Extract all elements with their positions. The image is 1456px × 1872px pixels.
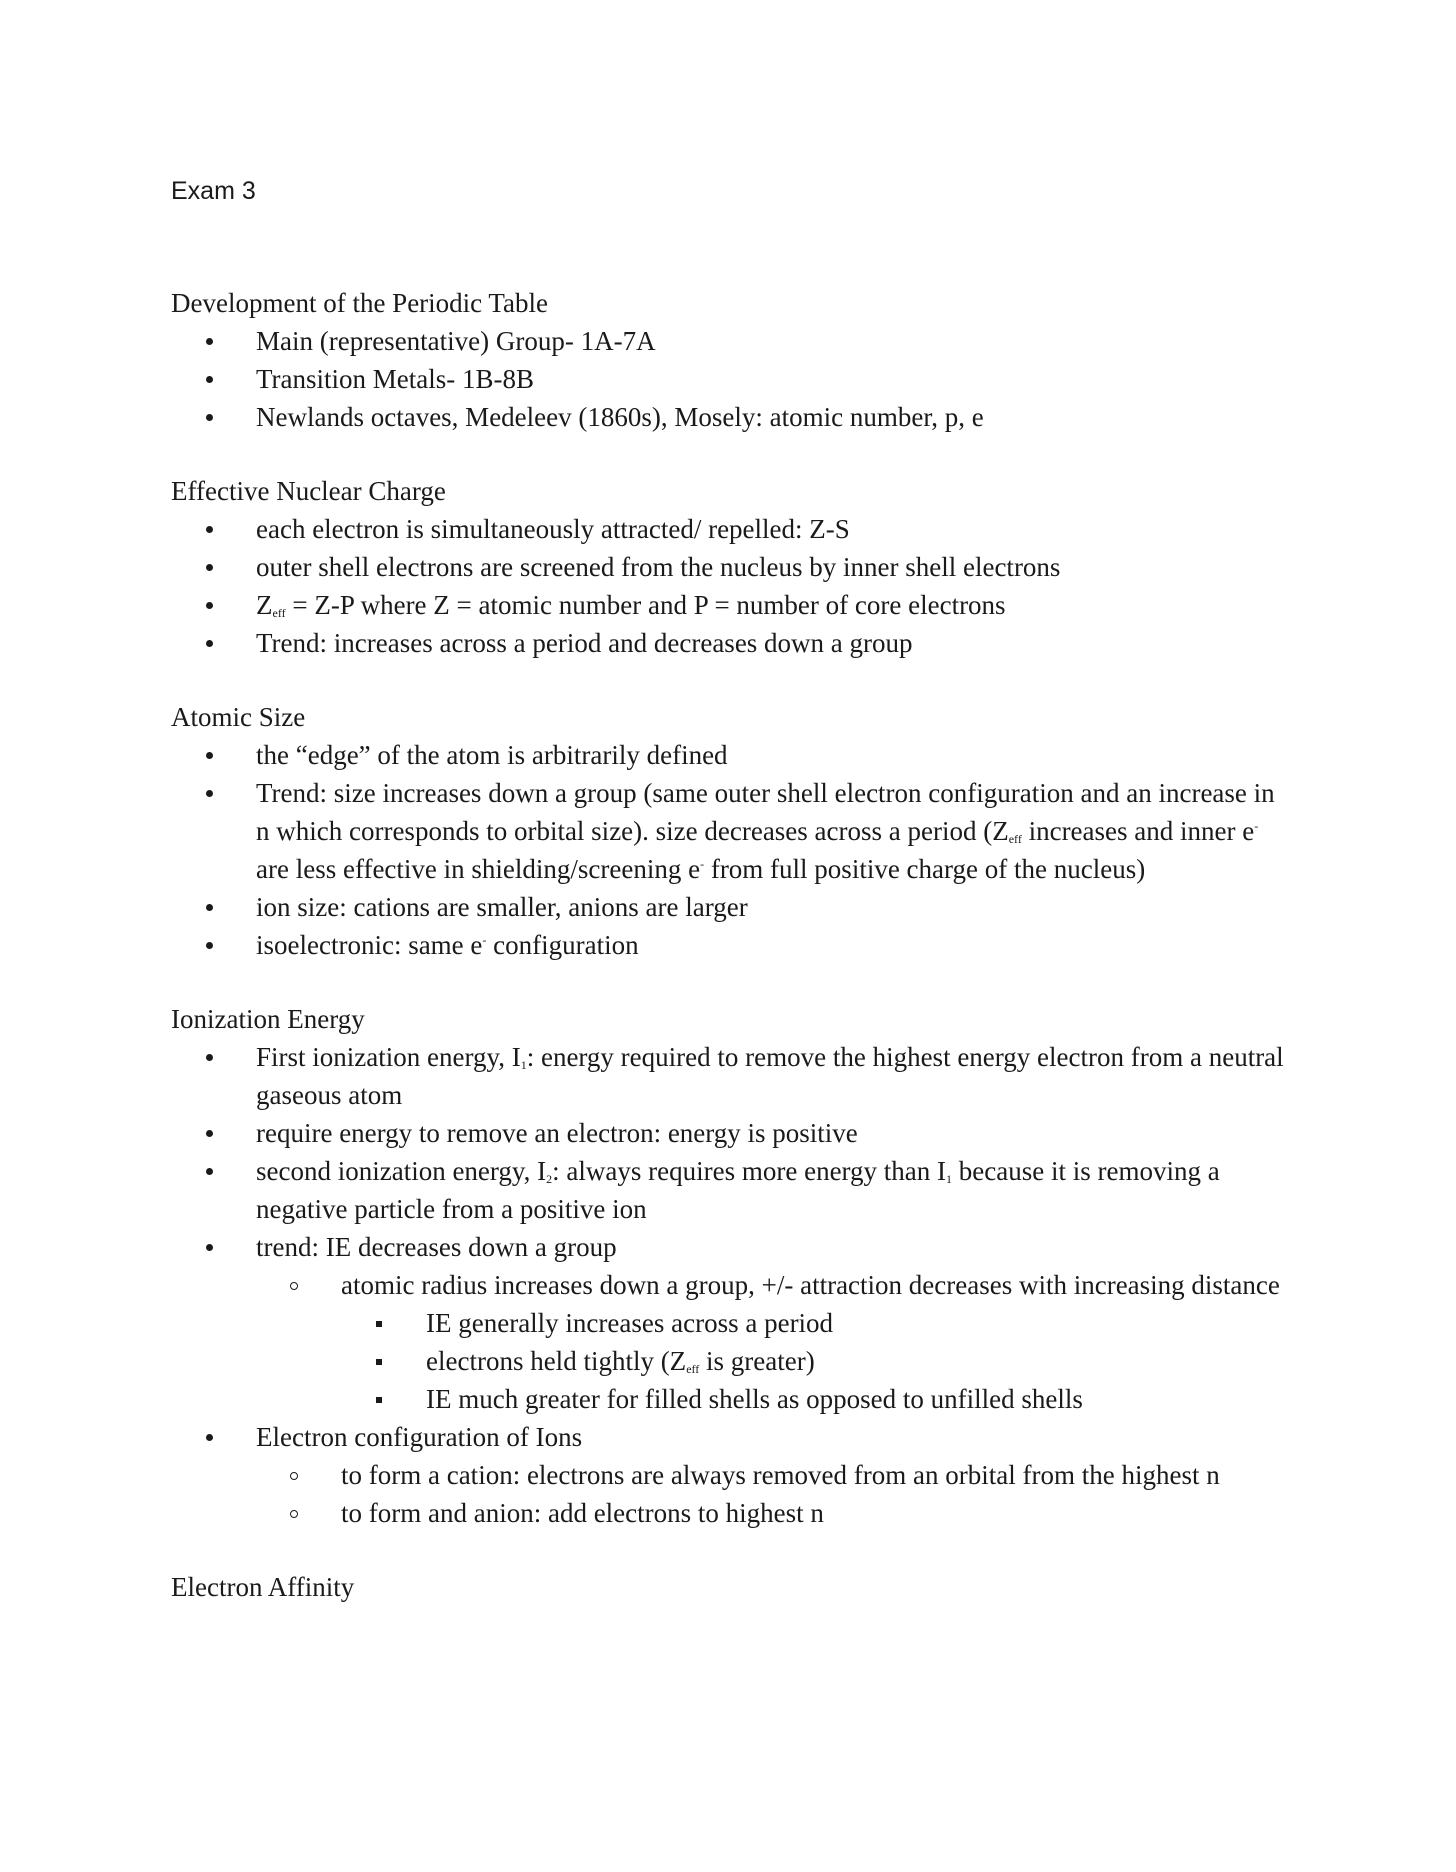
list-item-text: each electron is simultaneously attracted/ repelled: Z-S — [256, 514, 850, 544]
bullet-icon — [199, 586, 219, 624]
ionization-trend-subsublist-wrapper — [256, 1304, 1291, 1418]
square-bullet-icon — [369, 1380, 389, 1418]
superscript: - — [482, 933, 487, 947]
text-run: second ionization energy, I — [256, 1156, 547, 1186]
section-heading-nuclear-charge: Effective Nuclear Charge — [171, 476, 446, 506]
list-item — [341, 1304, 1291, 1342]
periodic-table-list — [171, 322, 1291, 436]
subscript: eff — [272, 606, 286, 620]
list-item-text: Newlands octaves, Medeleev (1860s), Mosely: atomic number, p, e — [256, 402, 984, 432]
subscript: eff — [1008, 832, 1022, 846]
list-item-text: trend: IE decreases down a group — [256, 1232, 617, 1262]
list-item-text — [426, 1346, 815, 1376]
list-item-text: IE generally increases across a period — [426, 1308, 834, 1338]
ionization-trend-subsublist — [341, 1304, 1291, 1418]
list-item-text: Transition Metals- 1B-8B — [256, 364, 535, 394]
section-nuclear-charge — [171, 472, 1291, 662]
text-run: because it is removing a negative particle from a positive ion — [256, 1156, 1220, 1224]
nested-list-container — [256, 1304, 1291, 1418]
list-item — [171, 888, 1291, 926]
hollow-bullet-icon — [284, 1456, 304, 1494]
text-run: : always requires more energy than I — [552, 1156, 947, 1186]
bullet-icon — [199, 360, 219, 398]
list-item-text: Electron configuration of Ions — [256, 1422, 583, 1452]
list-item — [256, 1266, 1291, 1304]
list-item-text — [256, 1042, 1284, 1110]
list-item — [171, 360, 1291, 398]
bullet-icon — [199, 510, 219, 548]
list-item-text — [256, 778, 1275, 884]
text-run: = Z-P where Z = atomic number and P = number of core electrons — [285, 590, 1006, 620]
text-run: Z — [256, 590, 273, 620]
list-item-text — [256, 1156, 1220, 1224]
bullet-icon — [199, 624, 219, 662]
list-item-text: outer shell electrons are screened from the nucleus by inner shell electrons — [256, 552, 1061, 582]
text-run: electrons held tightly (Z — [426, 1346, 687, 1376]
superscript: - — [700, 857, 705, 871]
ion-configuration-sublist — [256, 1456, 1291, 1532]
section-heading-ionization-energy: Ionization Energy — [171, 1004, 365, 1034]
hollow-bullet-icon — [284, 1266, 304, 1304]
list-item — [341, 1380, 1291, 1418]
hollow-bullet-icon — [284, 1494, 304, 1532]
bullet-icon — [199, 888, 219, 926]
list-item — [171, 1228, 1291, 1266]
list-item — [341, 1342, 1291, 1380]
list-item — [171, 1152, 1291, 1228]
ionization-energy-list — [171, 1038, 1291, 1266]
list-item-text: Trend: increases across a period and decreases down a group — [256, 628, 913, 658]
document-title: Exam 3 — [171, 177, 256, 205]
bullet-icon — [199, 1228, 219, 1266]
section-heading-atomic-size: Atomic Size — [171, 702, 306, 732]
atomic-size-list — [171, 736, 1291, 964]
list-item — [171, 624, 1291, 662]
text-run: are less effective in shielding/screening e — [256, 854, 701, 884]
list-item — [171, 398, 1291, 436]
list-item — [171, 510, 1291, 548]
section-periodic-table — [171, 284, 1291, 436]
bullet-icon — [199, 1114, 219, 1152]
bullet-icon — [199, 548, 219, 586]
list-item-text: to form and anion: add electrons to highest n — [341, 1498, 824, 1528]
ionization-energy-list-cont — [171, 1418, 1291, 1456]
list-item — [171, 548, 1291, 586]
subscript: 2 — [546, 1172, 553, 1186]
text-run: Trend: size increases down a group (same outer shell electron configuration and an increase in n which corresponds to orbital size). size decreases across a period (Z — [256, 778, 1275, 846]
section-heading-periodic-table: Development of the Periodic Table — [171, 288, 548, 318]
text-run: from full positive charge of the nucleus) — [704, 854, 1146, 884]
nuclear-charge-list — [171, 510, 1291, 662]
bullet-icon — [199, 926, 219, 964]
list-item — [171, 1418, 1291, 1456]
list-item-text — [256, 590, 1006, 620]
bullet-icon — [199, 774, 219, 812]
square-bullet-icon — [369, 1342, 389, 1380]
list-item — [171, 586, 1291, 624]
text-run: isoelectronic: same e — [256, 930, 483, 960]
list-item — [171, 774, 1291, 888]
bullet-icon — [199, 1038, 219, 1076]
bullet-icon — [199, 1418, 219, 1456]
subscript: eff — [686, 1362, 700, 1376]
list-item — [171, 736, 1291, 774]
list-item-text: to form a cation: electrons are always removed from an orbital from the highest n — [341, 1460, 1220, 1490]
bullet-icon — [199, 322, 219, 360]
text-run: : energy required to remove the highest energy electron from a neutral gaseous atom — [256, 1042, 1284, 1110]
subscript: 1 — [520, 1058, 527, 1072]
list-item — [256, 1494, 1291, 1532]
list-item — [171, 926, 1291, 964]
list-item — [256, 1456, 1291, 1494]
section-ionization-energy — [171, 1000, 1291, 1532]
section-heading-electron-affinity: Electron Affinity — [171, 1572, 355, 1602]
bullet-icon — [199, 398, 219, 436]
list-item-text: IE much greater for filled shells as opposed to unfilled shells — [426, 1384, 1083, 1414]
text-run: is greater) — [699, 1346, 815, 1376]
list-item-text: atomic radius increases down a group, +/- attraction decreases with increasing distance — [341, 1270, 1280, 1300]
ionization-trend-sublist — [256, 1266, 1291, 1304]
list-item — [171, 1038, 1291, 1114]
list-item-text: the “edge” of the atom is arbitrarily defined — [256, 740, 728, 770]
bullet-icon — [199, 1152, 219, 1190]
list-item-text: Main (representative) Group- 1A-7A — [256, 326, 656, 356]
bullet-icon — [199, 736, 219, 774]
text-run: First ionization energy, I — [256, 1042, 521, 1072]
document-content — [171, 284, 1291, 1606]
section-atomic-size — [171, 698, 1291, 964]
list-item-text — [256, 930, 639, 960]
text-run: configuration — [486, 930, 639, 960]
superscript: - — [1254, 819, 1259, 833]
text-run: increases and inner e — [1021, 816, 1255, 846]
section-electron-affinity — [171, 1568, 1291, 1606]
list-item-text: require energy to remove an electron: energy is positive — [256, 1118, 858, 1148]
list-item — [171, 1114, 1291, 1152]
subscript: 1 — [946, 1172, 953, 1186]
square-bullet-icon — [369, 1304, 389, 1342]
list-item — [171, 322, 1291, 360]
list-item-text: ion size: cations are smaller, anions are larger — [256, 892, 748, 922]
